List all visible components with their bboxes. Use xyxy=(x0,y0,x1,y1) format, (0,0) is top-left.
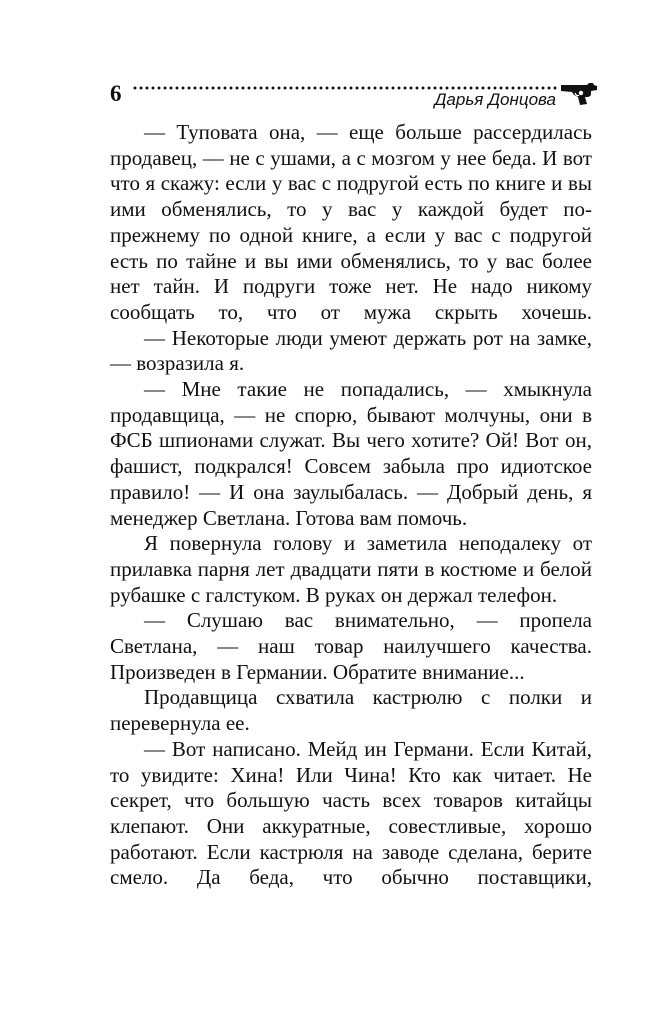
paragraph: — Некоторые люди умеют держать рот на замке, — возразила я. xyxy=(110,325,592,376)
page-body xyxy=(110,120,592,891)
running-header-author: Дарья Донцова xyxy=(434,90,556,109)
page-number: 6 xyxy=(110,81,122,106)
paragraph: — Туповата она, — еще больше рассердилась продавец, — не с ушами, а с мозгом у нее беда. И вот что я скажу: если у вас с подругой есть по книге и вы ими обменялись, то у вас у каждой будет по-прежнему по одной книге, а если у вас с подругой есть по тайне и вы ими обменялись, то у вас более нет тайн. И подруги тоже нет. Не надо никому сообщать то, что от мужа скрыть хочешь. xyxy=(110,120,592,324)
paragraph: Продавщица схватила кастрюлю с полки и перевернула ее. xyxy=(110,685,592,736)
revolver-icon xyxy=(560,80,598,106)
paragraph: — Слушаю вас внимательно, — пропела Светлана, — наш товар наилучшего качества. Произведен в Германии. Обратите внимание... xyxy=(110,608,592,684)
paragraph: — Мне такие не попадались, — хмыкнула продавщица, — не спорю, бывают молчуны, они в ФСБ шпионами служат. Вы чего хотите? Ой! Вот он, фашист, подкрался! Совсем забыла про идиотское правило! — И она заулыбалась. — Добрый день, я менеджер Светлана. Готова вам помочь. xyxy=(110,377,592,530)
running-header xyxy=(108,80,598,110)
paragraph: — Вот написано. Мейд ин Германи. Если Китай, то увидите: Хина! Или Чина! Кто как читает. Не секрет, что большую часть всех товаров китайцы клепают. Они аккуратные, совестливые, хорошо работают. Если кастрюля на заводе сделана, берите смело. Да беда, что обычно поставщики, xyxy=(110,736,592,890)
paragraph: Я повернула голову и заметила неподалеку от прилавка парня лет двадцати пяти в костюме и белой рубашке с галстуком. В руках он держал телефон. xyxy=(110,531,592,607)
